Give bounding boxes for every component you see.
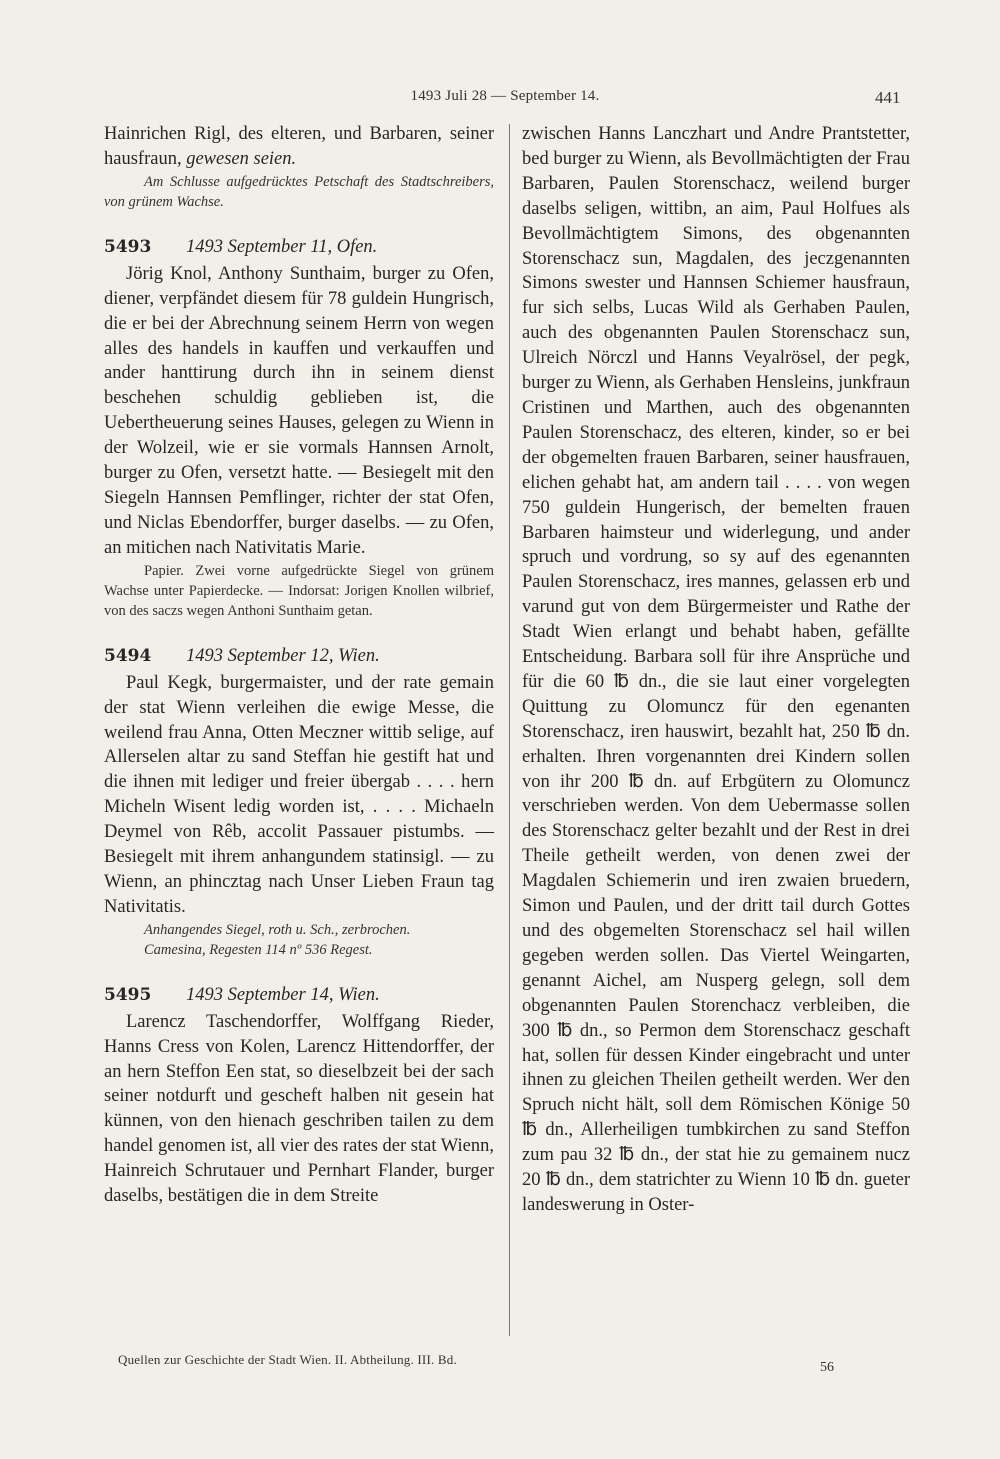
seal-note-text: Am Schlusse aufgedrücktes Petschaft des Stadtschreibers, von grünem Wachse. — [104, 173, 494, 210]
right-column-text: zwischen Hanns Lanczhart und Andre Prantstetter, bed burger zu Wienn, als Bevollmächtigten der Frau Barbaren, Paulen Storenschacz, weilend burger daselbs seligen, wittibn, an aim, Paul Holfues als Bevollmächtigtem Simons, des obgenannten Storenschacz sun, Magdalen, des jeczgenannten Simons swester und Hannsen Schiemer hausfraun, fur sich selbs, Lucas Wild als Gerhaben Paulen, auch des obgenannten Paulen Storenschacz sun, Ulreich Nörczl und Hanns Veyalrösel, der pegk, burger zu Wienn, als Gerhaben Hensleins, junkfraun Cristinen und Marthen, auch des obgenannten Paulen Storenschacz, des elteren, kinder, so er bei der obgemelten frauen Barbaren, seiner hausfrauen, elichen gehabt hat, am andern tail . . . . von wegen 750 guldein Hungerisch, der bemelten frauen Barbaren haimsteur und widerlegung, und ander spruch und vordrung, so sy auf des egenannten Paulen Storenschacz, ires mannes, gelassen erb und varund gut von dem Bürgermeister und Rathe der Stadt Wien erlangt und behabt haben, gefällte Entscheidung. Barbara soll für ihre Ansprüche und für die 60 ℔ dn., die sie laut einer vorgelegten Quittung zu Olomuncz für den egenanten Storenschacz, iren hauswirt, bezahlt hat, 250 ℔ dn. erhalten. Ihren vorgenannten drei Kindern sollen von ihr 200 ℔ dn. auf Erbgütern zu Olomuncz verschrieben werden. Von dem Uebermasse sollen des Storenschacz gelter bezahlt und der Rest in drei Theile getheilt werden, von denen zwei der Magdalen Schiemerin und iren zwaien bruedern, Simon und Paulen, und der dritt tail durch Gottes und des obgemelten Storenschacz sel hail willen gegeben werden sollen. Das Viertel Weingarten, genannt Aichel, am Nusperg gelegn, soll dem obgenannten Paulen Storenchacz verbleiben, die 300 ℔ dn., so Permon dem Storenschacz geschaft hat, sollen für dessen Kinder eingebracht und unter ihnen zu gleichen Theilen getheilt werden. Wer den Spruch nicht hält, soll dem Römischen Könige 50 ℔ dn., Allerheiligen tumbkirchen zu sand Steffon zum pau 32 ℔ dn., der stat hie zu gemainem nucz 20 ℔ dn., dem statrichter zu Wienn 10 ℔ dn. gueter landeswerung in Oster- — [522, 124, 910, 1215]
seal-note — [104, 172, 494, 212]
column-divider — [509, 124, 510, 1336]
entry-5495-text: Larencz Taschendorffer, Wolffgang Rieder, Hanns Cress von Kolen, Larencz Hittendorffer, der an hern Steffon Een stat, so dieselbzeit bei der sach seiner notdurft und gescheft halben nit gesein hat künnen, von den hienach geschriben tailen zu dem handel genomen ist, all vier des rates der stat Wienn, Hainreich Schrutauer und Pernhart Flander, burger daselbs, bestätigen die in dem Streite — [104, 1011, 494, 1207]
footer-signature: 56 — [820, 1360, 834, 1375]
footer-source: Quellen zur Geschichte der Stadt Wien. II. Abtheilung. III. Bd. — [118, 1352, 457, 1367]
left-column — [104, 122, 494, 1209]
entry-number: 5495 — [104, 984, 152, 1005]
continuation-text — [104, 122, 494, 172]
running-head-title: 1493 Juli 28 — September 14. — [410, 88, 600, 104]
footer — [0, 1352, 1000, 1374]
note-2-text: Camesina, Regesten 114 nº 536 Regest. — [144, 941, 373, 958]
continuation-plain: Hainrichen Rigl, des elteren, und Barbaren, seiner hausfraun, — [104, 124, 494, 169]
entry-number: 5493 — [104, 236, 152, 257]
entry-date: 1493 September 12, Wien. — [186, 645, 380, 666]
page-number: 441 — [875, 88, 901, 107]
entry-5494-note-1 — [104, 920, 494, 940]
note-1-text: Anhangendes Siegel, roth u. Sch., zerbrochen. — [144, 921, 411, 938]
entry-date: 1493 September 11, Ofen. — [186, 236, 378, 257]
entry-5493-text: Jörig Knol, Anthony Sunthaim, burger zu Ofen, diener, verpfändet diesem für 78 guldein Hungrisch, die er bei der Abrechnung seinem Herrn von wegen alles des handels in kauffen und verkauffen und ander hanttirung durch ihn in seinem dienst beschehen schuldig geblieben ist, die Uebertheuerung seines Hauses, gelegen zu Wienn in der Wolzeil, wie er sie vormals Hannsen Arnolt, burger zu Ofen, versetzt hatte. — Besiegelt mit den Siegeln Hannsen Pemflinger, richter der stat Ofen, und Niclas Ebendorffer, burger daselbs. — zu Ofen, an mitichen nach Nativitatis Marie. — [104, 263, 494, 558]
right-column — [522, 122, 910, 1218]
entry-5494-heading — [104, 643, 494, 669]
entry-5493-heading — [104, 234, 494, 260]
entry-number: 5494 — [104, 645, 152, 666]
entry-5495-heading — [104, 982, 494, 1008]
entry-5493-note: Papier. Zwei vorne aufgedrückte Siegel von grünem Wachse unter Papierdecke. — Indorsat: Jorigen Knollen wilbrief, von des saczs wegen Anthoni Sunthaim getan. — [104, 562, 494, 619]
entry-5494-text: Paul Kegk, burgermaister, und der rate gemain der stat Wienn verleihen die ewige Messe, die weilend frau Anna, Otten Meczner wittib selige, auf Allerselen altar zu sand Steffan hie gestift hat und die ihnen mit lediger und freier übergab . . . . hern Micheln Wisent ledig worden ist, . . . . Michaeln Deymel von Rêb, accolit Passauer pistumbs. — Besiegelt mit ihrem anhangundem statinsigl. — zu Wienn, an phincztag nach Unser Lieben Fraun tag Nativitatis. — [104, 672, 494, 917]
entry-date: 1493 September 14, Wien. — [186, 984, 380, 1005]
entry-5494-note-2 — [104, 940, 494, 960]
running-head — [0, 88, 1000, 112]
continuation-italic: gewesen seien. — [186, 148, 297, 169]
